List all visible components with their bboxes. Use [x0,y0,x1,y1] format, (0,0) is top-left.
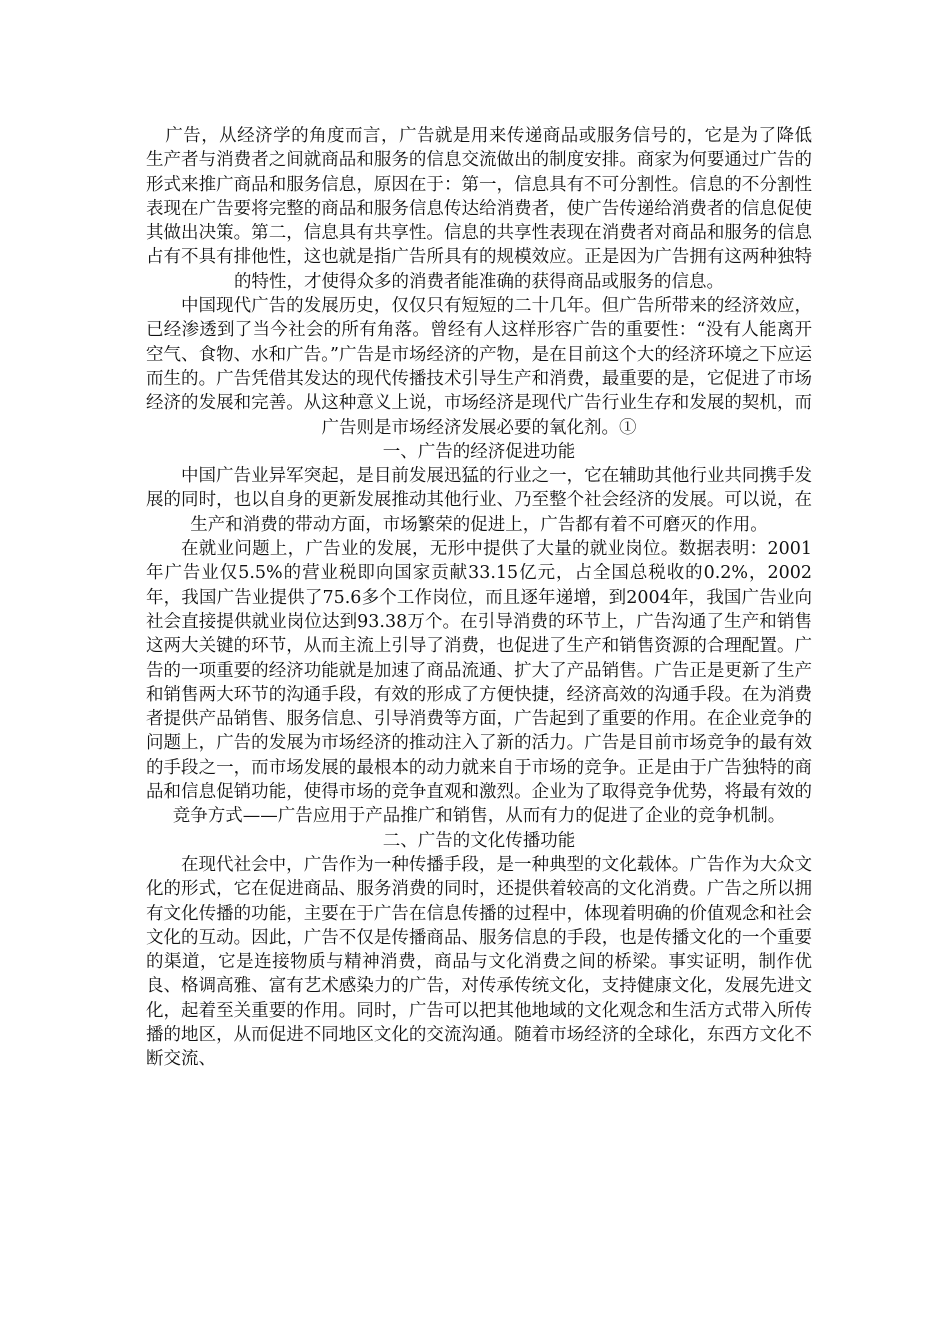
section-heading-cultural-function: 二、广告的文化传播功能 [382,830,576,851]
document-page [146,124,812,1072]
paragraph-industry-growth: 中国广告业异军突起，是目前发展迅猛的行业之一，它在辅助其他行业共同携手发展的同时，也以自身的更新发展推动其他行业、乃至整个社会经济的发展。可以说，在生产和消费的带动方面，市场繁荣的促进上，广告都有着不可磨灭的作用。 [146,466,812,535]
paragraph-employment-consumption: 在就业问题上，广告业的发展，无形中提供了大量的就业岗位。数据表明：2001年广告业仅5.5%的营业税即向国家贡献33.15亿元，占全国总税收的0.2%，2002年，我国广告业提供了75.6多个工作岗位，而且逐年递增，到2004年，我国广告业向社会直接提供就业岗位达到93.38万个。在引导消费的环节上，广告沟通了生产和销售这两大关键的环节，从而主流上引导了消费，也促进了生产和销售资源的合理配置。广告的一项重要的经济功能就是加速了商品流通、扩大了产品销售。广告正是更新了生产和销售两大环节的沟通手段，有效的形成了方便快捷，经济高效的沟通手段。在为消费者提供产品销售、服务信息、引导消费等方面，广告起到了重要的作用。在企业竞争的问题上，广告的发展为市场经济的推动注入了新的活力。广告是目前市场竞争的最有效的手段之一，而市场发展的最根本的动力就来自于市场的竞争。正是由于广告独特的商品和信息促销功能，使得市场的竞争直观和激烈。企业为了取得竞争优势，将最有效的竞争方式——广告应用于产品推广和销售，从而有力的促进了企业的竞争机制。 [146,539,812,827]
paragraph-advertising-history: 中国现代广告的发展历史，仅仅只有短短的二十几年。但广告所带来的经济效应，已经渗透到了当今社会的所有角落。曾经有人这样形容广告的重要性：“没有人能离开空气、食物、水和广告。”广告是市场经济的产物，是在目前这个大的经济环境之下应运而生的。广告凭借其发达的现代传播技术引导生产和消费，最重要的是，它促进了市场经济的发展和完善。从这种意义上说，市场经济是现代广告行业生存和发展的契机，而广告则是市场经济发展必要的氧化剂。① [146,296,812,438]
paragraph-advertising-definition: 广告，从经济学的角度而言，广告就是用来传递商品或服务信号的，它是为了降低生产者与消费者之间就商品和服务的信息交流做出的制度安排。商家为何要通过广告的形式来推广商品和服务信息，原因在于：第一，信息具有不可分割性。信息的不分割性表现在广告要将完整的商品和服务信息传达给消费者，使广告传递给消费者的信息促使其做出决策。第二，信息具有共享性。信息的共享性表现在消费者对商品和服务的信息占有不具有排他性，这也就是指广告所具有的规模效应。正是因为广告拥有这两种独特的特性，才使得众多的消费者能准确的获得商品或服务的信息。 [146,126,812,292]
paragraph-cultural-carrier: 在现代社会中，广告作为一种传播手段，是一种典型的文化载体。广告作为大众文化的形式，它在促进商品、服务消费的同时，还提供着较高的文化消费。广告之所以拥有文化传播的功能，主要在于广告在信息传播的过程中，体现着明确的价值观念和社会文化的互动。因此，广告不仅是传播商品、服务信息的手段，也是传播文化的一个重要的渠道，它是连接物质与精神消费，商品与文化消费之间的桥梁。事实证明，制作优良、格调高雅、富有艺术感染力的广告，对传承传统文化，支持健康文化，发展先进文化，起着至关重要的作用。同时，广告可以把其他地域的文化观念和生活方式带入所传播的地区，从而促进不同地区文化的交流沟通。随着市场经济的全球化，东西方文化不断交流、 [146,854,812,1070]
section-heading-economic-function: 一、广告的经济促进功能 [382,441,576,462]
